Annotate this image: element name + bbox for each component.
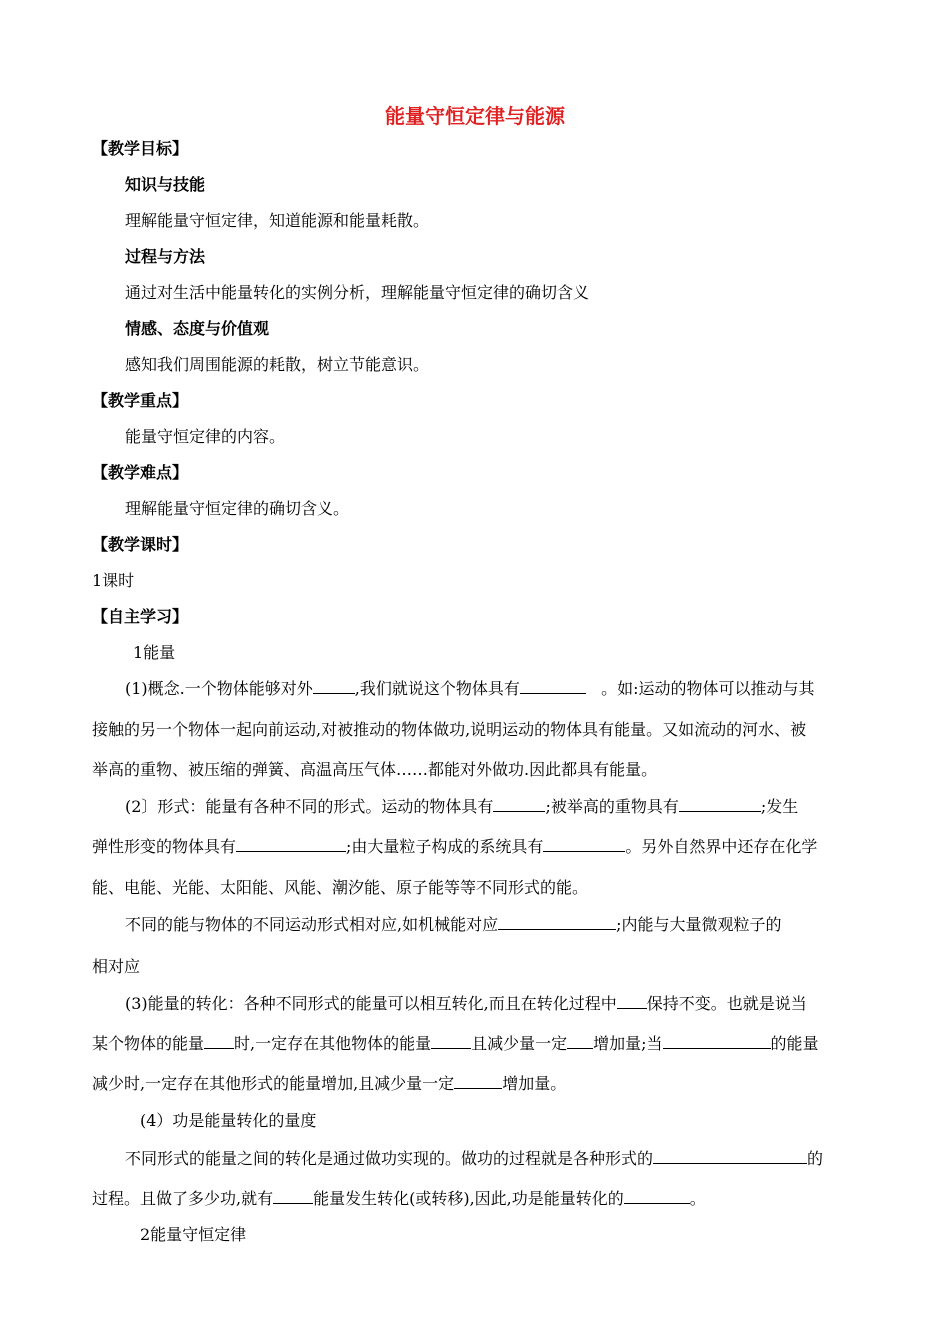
heading-self-study: 【自主学习】 (92, 607, 189, 626)
text-segment: ;由大量粒子构成的系统具有 (346, 837, 544, 856)
text-segment: ;内能与大量微观粒子的 (616, 915, 782, 934)
heading-objectives: 【教学目标】 (92, 139, 189, 158)
text-segment: 过程。且做了多少功,就有 (92, 1189, 274, 1208)
knowledge-text: 理解能量守恒定律，知道能源和能量耗散。 (125, 211, 430, 230)
text-segment: 保持不变。也就是说当 (646, 994, 807, 1013)
text-segment: 增加量。 (502, 1074, 567, 1093)
heading-key-points: 【教学重点】 (92, 391, 189, 410)
text-segment: (3)能量的转化：各种不同形式的能量可以相互转化,而且在转化过程中 (125, 994, 617, 1013)
fill-blank[interactable] (236, 837, 346, 852)
fill-blank[interactable] (679, 797, 761, 812)
document-title: 能量守恒定律与能源 (385, 104, 565, 128)
text-segment: 的 (807, 1149, 824, 1168)
fill-blank[interactable] (520, 679, 586, 694)
fill-blank[interactable] (624, 1189, 690, 1204)
text-segment: 弹性形变的物体具有 (92, 837, 237, 856)
fill-blank[interactable] (204, 1034, 234, 1049)
paragraph-concept-line-3: 举高的重物、被压缩的弹簧、高温高压气体……都能对外做功.因此都具有能量。 (92, 760, 658, 779)
fill-blank[interactable] (543, 837, 625, 852)
text-segment: ;被举高的重物具有 (545, 797, 679, 816)
text-segment: 的能量 (770, 1034, 819, 1053)
subheading-process: 过程与方法 (125, 247, 206, 266)
paragraph-correspondence-line-1 (125, 915, 782, 935)
paragraph-forms-line-1 (125, 797, 798, 817)
fill-blank[interactable] (273, 1189, 313, 1204)
process-text: 通过对生活中能量转化的实例分析，理解能量守恒定律的确切含义 (125, 283, 590, 302)
paragraph-conversion-line-2 (92, 1034, 819, 1054)
paragraph-conversion-line-3 (92, 1074, 566, 1094)
text-segment: 。另外自然界中还存在化学 (625, 837, 818, 856)
fill-blank[interactable] (617, 994, 647, 1009)
heading-class-hours: 【教学课时】 (92, 535, 189, 554)
paragraph-concept-line-2: 接触的另一个物体一起向前运动,对被推动的物体做功,说明运动的物体具有能量。又如流动的河水、被 (92, 720, 807, 739)
text-segment: 不同形式的能量之间的转化是通过做功实现的。做功的过程就是各种形式的 (125, 1149, 654, 1168)
text-segment: 不同的能与物体的不同运动形式相对应,如机械能对应 (125, 915, 499, 934)
text-segment: 。如:运动的物体可以推动与其 (601, 679, 815, 698)
paragraph-forms-line-2 (92, 837, 817, 857)
text-segment: 减少时,一定存在其他形式的能量增加,且减少量一定 (92, 1074, 455, 1093)
paragraph-forms-line-3: 能、电能、光能、太阳能、风能、潮汐能、原子能等等不同形式的能。 (92, 878, 589, 897)
text-segment: 增加量;当 (593, 1034, 663, 1053)
key-points-text: 能量守恒定律的内容。 (125, 427, 286, 446)
subheading-emotion: 情感、态度与价值观 (125, 319, 270, 338)
paragraph-work-title: (4）功是能量转化的量度 (140, 1111, 317, 1130)
text-segment: ,我们就说这个物体具有 (354, 679, 520, 698)
text-segment: (2〕形式：能量有各种不同的形式。运动的物体具有 (125, 797, 494, 816)
paragraph-work-line-2 (92, 1189, 706, 1209)
emotion-text: 感知我们周围能源的耗散，树立节能意识。 (125, 355, 430, 374)
fill-blank[interactable] (313, 679, 355, 694)
fill-blank[interactable] (567, 1034, 593, 1049)
fill-blank[interactable] (653, 1149, 807, 1164)
paragraph-work-line-1 (125, 1149, 823, 1169)
section-1-title: 1能量 (133, 643, 176, 662)
fill-blank[interactable] (431, 1034, 471, 1049)
paragraph-correspondence-line-2: 相对应 (92, 957, 141, 976)
class-hours-text: 1课时 (92, 571, 135, 590)
heading-difficulty: 【教学难点】 (92, 463, 189, 482)
paragraph-concept-line-1 (125, 679, 815, 699)
text-segment: 能量发生转化(或转移),因此,功是能量转化的 (313, 1189, 624, 1208)
section-2-title: 2能量守恒定律 (140, 1225, 247, 1244)
text-segment: 时,一定存在其他物体的能量 (234, 1034, 432, 1053)
text-segment: 。 (689, 1189, 706, 1208)
fill-blank[interactable] (498, 915, 616, 930)
text-segment: (1)概念.一个物体能够对外 (125, 679, 313, 698)
paragraph-conversion-line-1 (125, 994, 807, 1014)
fill-blank[interactable] (454, 1074, 502, 1089)
text-segment: 某个物体的能量 (92, 1034, 205, 1053)
fill-blank[interactable] (493, 797, 545, 812)
text-segment: ;发生 (760, 797, 799, 816)
difficulty-text: 理解能量守恒定律的确切含义。 (125, 499, 350, 518)
fill-blank[interactable] (663, 1034, 771, 1049)
subheading-knowledge: 知识与技能 (125, 175, 206, 194)
text-segment: 且减少量一定 (471, 1034, 568, 1053)
